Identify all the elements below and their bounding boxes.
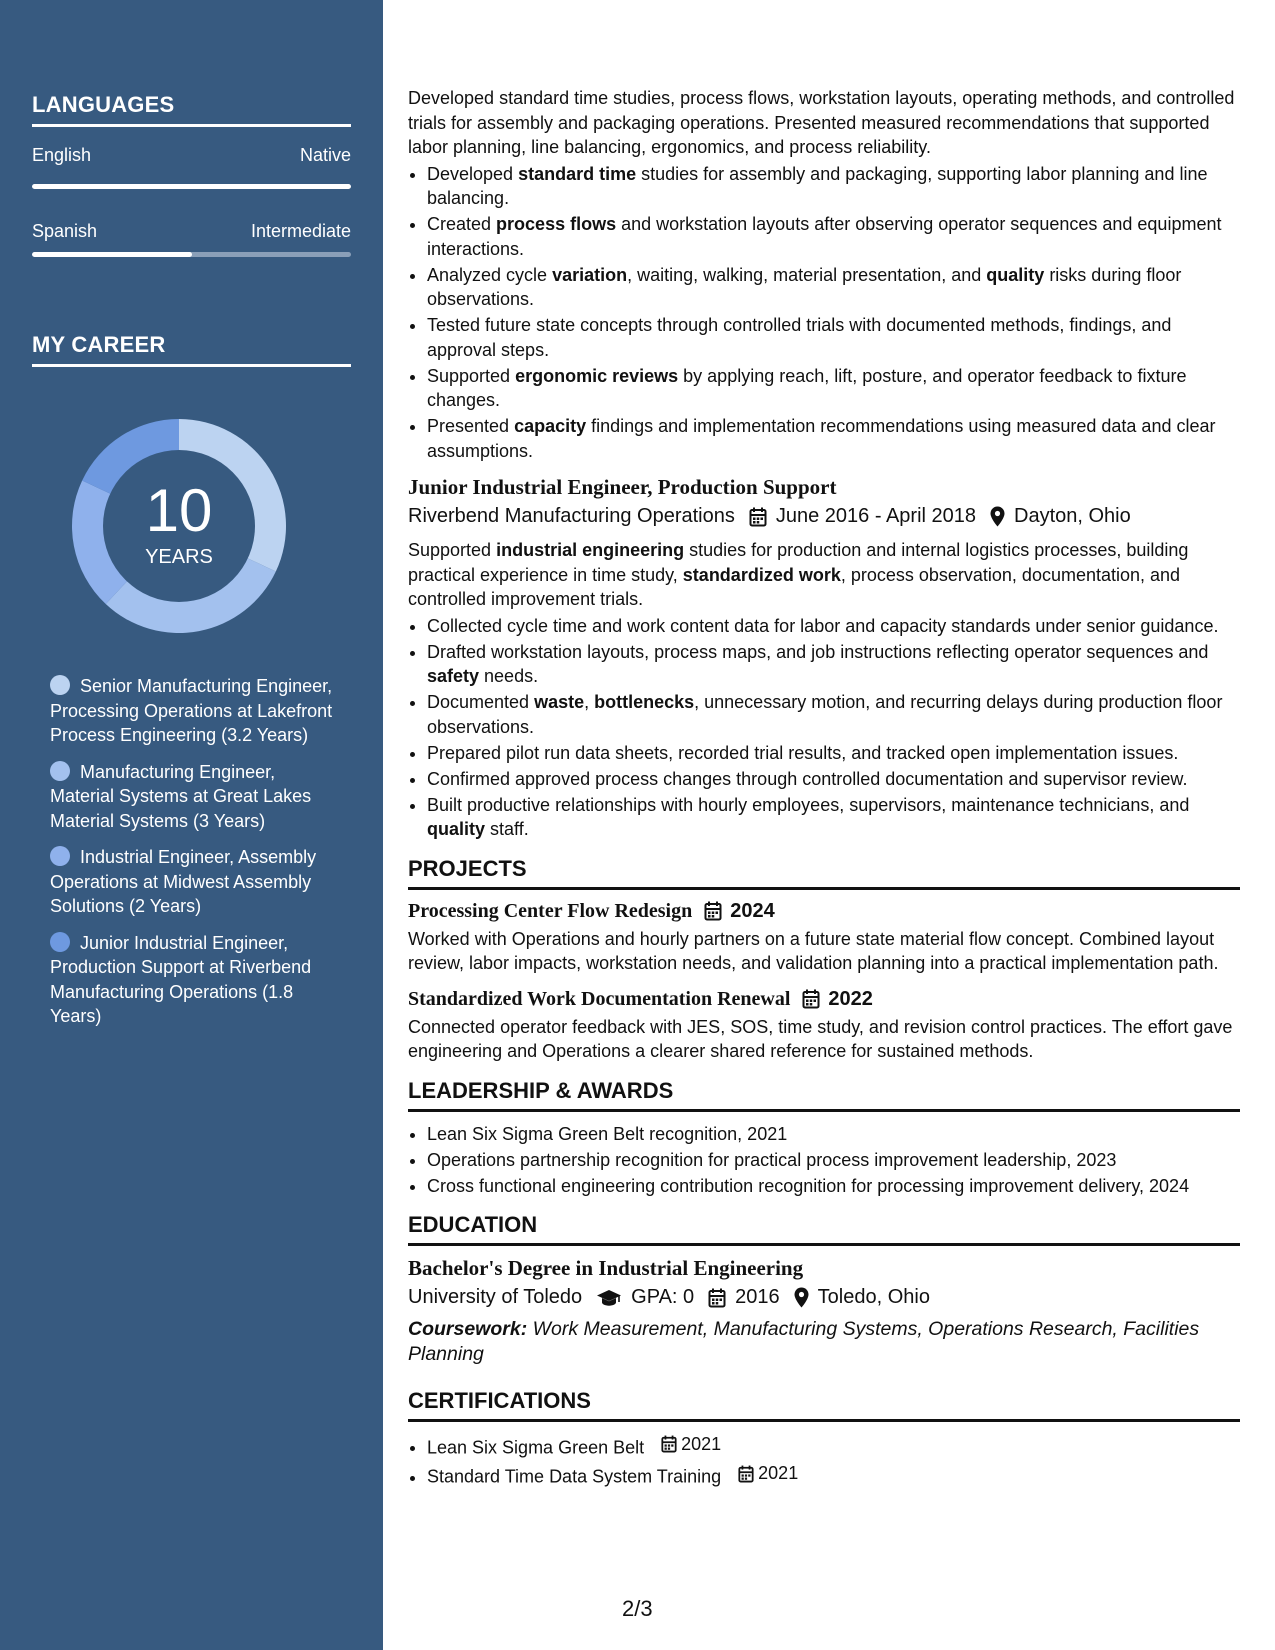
- certification-year: 2021: [681, 1434, 722, 1454]
- language-row-spanish: [32, 221, 351, 242]
- awards-heading: LEADERSHIP & AWARDS: [408, 1078, 1240, 1112]
- calendar-icon: [749, 507, 767, 527]
- certification-item: [427, 1432, 1240, 1460]
- project-description: Worked with Operations and hourly partners on a future state material flow concept. Combined layout review, labor impacts, workstation needs, and validation planning into a practical implementation path.: [408, 928, 1219, 973]
- map-pin-icon: [794, 1287, 809, 1308]
- bullet-item: • Created process flows and workstation layouts after observing operator sequences and equipment interactions.: [427, 212, 1240, 261]
- project-item: [408, 988, 1240, 1064]
- career-list: [50, 674, 340, 1041]
- language-level: Native: [299, 145, 351, 165]
- bullet-item: • Supported ergonomic reviews by applying reach, lift, posture, and operator feedback to fixture changes.: [427, 364, 1240, 413]
- projects-heading: PROJECTS: [408, 856, 1240, 890]
- bullet-item: • Tested future state concepts through controlled trials with documented methods, findings, and approval steps.: [427, 313, 1240, 362]
- career-item-text: Junior Industrial Engineer, Production Support at Riverbend Manufacturing Operations (1.8 Years): [50, 932, 312, 1026]
- career-item-text: Industrial Engineer, Assembly Operations at Midwest Assembly Solutions (2 Years): [50, 847, 317, 916]
- certifications-heading: CERTIFICATIONS: [408, 1388, 1240, 1422]
- education-meta: [408, 1286, 1240, 1309]
- bullet-item: • Built productive relationships with hourly employees, supervisors, maintenance technicians, and quality staff.: [427, 793, 1240, 842]
- career-total-unit: YEARS: [145, 546, 213, 568]
- bullet-item: • Presented capacity findings and implementation recommendations using measured data and clear assumptions.: [427, 414, 1240, 463]
- certification-name: Lean Six Sigma Green Belt: [427, 1437, 645, 1458]
- bullet-item: • Documented waste, bottlenecks, unnecessary motion, and recurring delays during production floor observations.: [427, 690, 1240, 739]
- career-donut-chart: [66, 413, 292, 639]
- language-level: Intermediate: [250, 221, 351, 241]
- main-content: [408, 86, 1240, 1491]
- coursework-text: Work Measurement, Manufacturing Systems, Operations Research, Facilities Planning: [408, 1318, 1200, 1365]
- career-item: [50, 760, 340, 834]
- awards-list: [408, 1122, 1240, 1199]
- legend-dot: [50, 932, 70, 952]
- certification-name: Standard Time Data System Training: [427, 1466, 722, 1487]
- language-name: English: [32, 145, 92, 165]
- certifications-list: [408, 1432, 1240, 1489]
- bullet-item: • Drafted workstation layouts, process maps, and job instructions reflecting operator sequences and safety needs.: [427, 640, 1240, 689]
- bullet-item: • Collected cycle time and work content data for labor and capacity standards under senior guidance.: [427, 614, 1240, 639]
- prev-job-bullets: [408, 162, 1240, 464]
- language-bar-fill: [32, 252, 192, 257]
- education-heading: EDUCATION: [408, 1212, 1240, 1246]
- career-total-number: 10: [145, 477, 213, 544]
- page-number: 2/3: [622, 1596, 653, 1621]
- career-item: [50, 674, 340, 748]
- language-bar-english: [32, 184, 351, 189]
- project-title: Processing Center Flow Redesign: [408, 899, 693, 922]
- calendar-icon: [704, 901, 722, 921]
- language-bar-fill: [32, 184, 351, 189]
- job-company: Riverbend Manufacturing Operations: [408, 505, 735, 527]
- language-bar-spanish: [32, 252, 351, 257]
- graduation-cap-icon: [596, 1289, 622, 1307]
- award-item: • Cross functional engineering contribution recognition for processing improvement delivery, 2024: [427, 1174, 1240, 1199]
- project-description: Connected operator feedback with JES, SOS, time study, and revision control practices. The effort gave engineering and Operations a clearer shared reference for sustained methods.: [408, 1016, 1233, 1061]
- calendar-icon: [738, 1465, 754, 1483]
- language-row-english: [32, 145, 351, 166]
- bullet-item: • Developed standard time studies for assembly and packaging, supporting labor planning and line balancing.: [427, 162, 1240, 211]
- graduation-year: 2016: [735, 1286, 780, 1308]
- legend-dot: [50, 846, 70, 866]
- project-item: [408, 900, 1240, 976]
- job-dates: June 2016 - April 2018: [775, 505, 977, 527]
- job-meta: [408, 505, 1240, 528]
- award-item: • Operations partnership recognition for practical process improvement leadership, 2023: [427, 1148, 1240, 1173]
- coursework: [408, 1317, 1240, 1366]
- map-pin-icon: [990, 506, 1005, 527]
- career-item: [50, 845, 340, 919]
- legend-dot: [50, 675, 70, 695]
- bullet-item: • Analyzed cycle variation, waiting, walking, material presentation, and quality risks during floor observations.: [427, 263, 1240, 312]
- degree-title: Bachelor's Degree in Industrial Engineering: [408, 1256, 804, 1280]
- career-item-text: Senior Manufacturing Engineer, Processing Operations at Lakefront Process Engineering (3.2 Years): [50, 676, 333, 745]
- job-summary: Supported industrial engineering studies for production and internal logistics processes, building practical experience in time study, standardized work, process observation, documentation, and controlled improvement trials.: [408, 540, 1189, 609]
- award-item: • Lean Six Sigma Green Belt recognition, 2021: [427, 1122, 1240, 1147]
- career-heading: MY CAREER: [32, 332, 351, 367]
- coursework-label: Coursework:: [408, 1318, 528, 1340]
- calendar-icon: [661, 1435, 677, 1453]
- project-year: 2022: [828, 987, 873, 1010]
- school-name: University of Toledo: [408, 1286, 583, 1308]
- prev-job-summary: Developed standard time studies, process flows, workstation layouts, operating methods, and controlled trials for assembly and packaging operations. Presented measured recommendations that supported labor planning, line balancing, ergonomics, and process reliability.: [408, 88, 1235, 157]
- school-location: Toledo, Ohio: [817, 1286, 930, 1308]
- job-location: Dayton, Ohio: [1014, 505, 1131, 527]
- job-title: Junior Industrial Engineer, Production Support: [408, 475, 837, 499]
- languages-heading: LANGUAGES: [32, 92, 351, 127]
- calendar-icon: [708, 1288, 726, 1308]
- bullet-item: • Prepared pilot run data sheets, recorded trial results, and tracked open implementation issues.: [427, 741, 1240, 766]
- sidebar: [0, 0, 383, 1650]
- legend-dot: [50, 761, 70, 781]
- career-item-text: Manufacturing Engineer, Material Systems at Great Lakes Material Systems (3 Years): [50, 761, 312, 831]
- language-name: Spanish: [32, 221, 98, 241]
- certification-item: [427, 1461, 1240, 1489]
- project-year: 2024: [730, 899, 775, 922]
- job-bullets: [408, 614, 1240, 842]
- project-title: Standardized Work Documentation Renewal: [408, 987, 791, 1010]
- career-item: [50, 931, 340, 1029]
- gpa: GPA: 0: [631, 1286, 695, 1308]
- calendar-icon: [802, 989, 820, 1009]
- bullet-item: • Confirmed approved process changes through controlled documentation and supervisor review.: [427, 767, 1240, 792]
- certification-year: 2021: [758, 1463, 799, 1484]
